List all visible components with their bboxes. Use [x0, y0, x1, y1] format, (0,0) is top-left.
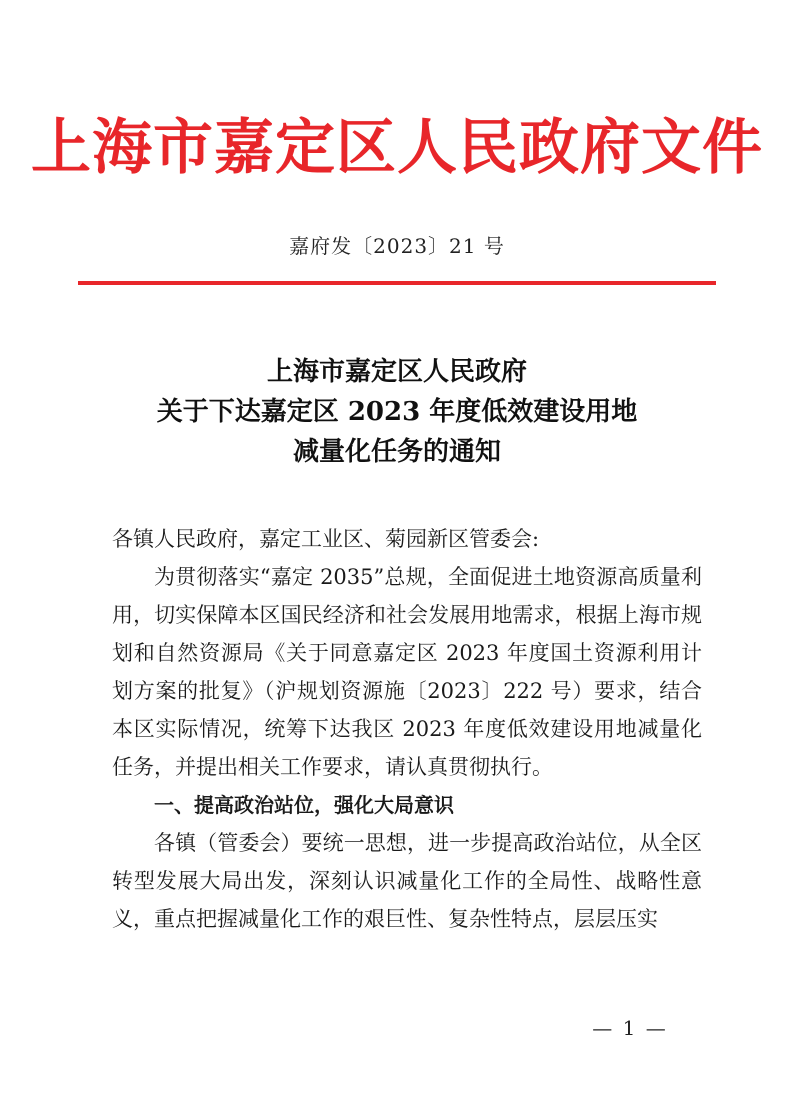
- document-header-title: 上海市嘉定区人民政府文件: [31, 113, 763, 183]
- body-paragraph-1: 为贯彻落实“嘉定 2035”总规，全面促进土地资源高质量利用，切实保障本区国民经济和社会发展用地需求，根据上海市规划和自然资源局《关于同意嘉定区 2023 年度国土资源利用计划方案的批复》（沪规划资源施〔2023〕222 号）要求，结合本区实际情况，统筹下达我区 2023 年度低效建设用地减量化任务，并提出相关工作要求，请认真贯彻执行。: [112, 565, 702, 779]
- addressee-line: 各镇人民政府，嘉定工业区、菊园新区管委会:: [112, 527, 540, 551]
- document-body: [112, 520, 702, 938]
- page-number: — 1 —: [592, 1016, 668, 1040]
- header-red-rule: [78, 281, 716, 285]
- section-heading-1: 一、提高政治站位，强化大局意识: [154, 793, 454, 817]
- notice-title-line-3: 减量化任务的通知: [292, 437, 501, 467]
- notice-title-line-2: 关于下达嘉定区 2023 年度低效建设用地: [156, 397, 638, 427]
- notice-title-line-1: 上海市嘉定区人民政府: [266, 357, 527, 387]
- notice-title: [0, 352, 794, 472]
- document-number: 嘉府发〔2023〕21 号: [289, 234, 505, 258]
- body-paragraph-2: 各镇（管委会）要统一思想，进一步提高政治站位，从全区转型发展大局出发，深刻认识减量化工作的全局性、战略性意义，重点把握减量化工作的艰巨性、复杂性特点，层层压实: [112, 831, 702, 931]
